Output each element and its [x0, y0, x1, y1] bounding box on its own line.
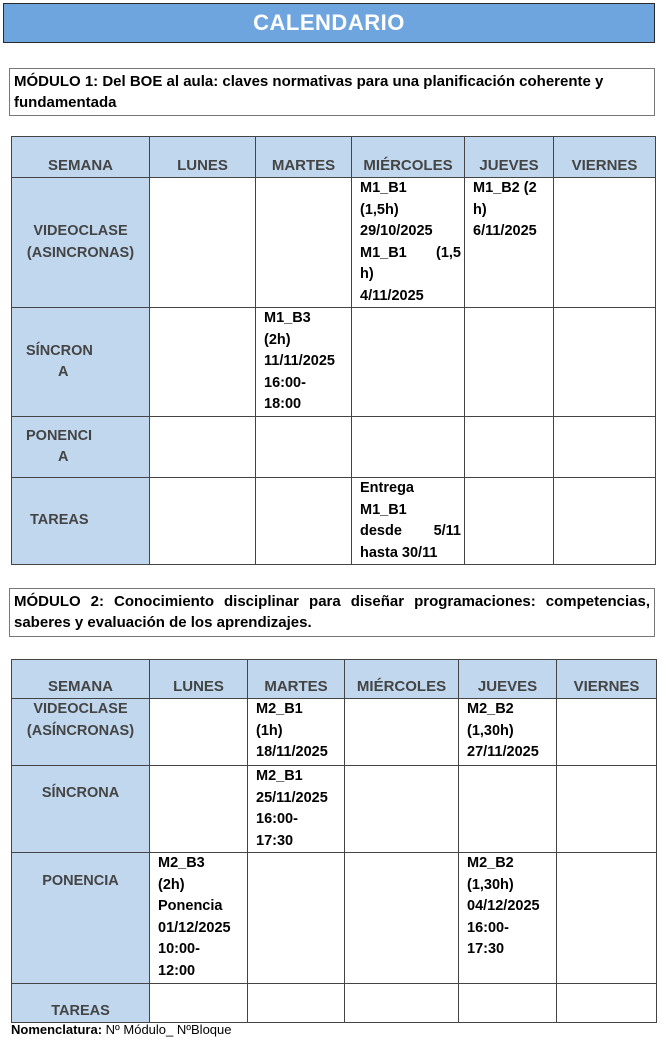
cell-viernes: [554, 478, 656, 565]
cell-miercoles: [345, 984, 459, 1023]
nomenclature-text: Nº Módulo_ NºBloque: [102, 1022, 232, 1037]
module-2-label: MÓDULO 2:: [14, 593, 104, 610]
nomenclature-label: Nomenclatura:: [11, 1022, 103, 1037]
module-2-title: Conocimiento disciplinar para diseñar programaciones: competencias, saberes y evaluación de los aprendizajes.: [14, 593, 650, 631]
module-1-calendar-table: [11, 136, 656, 565]
cell-jueves: M1_B2 (2 h) 6/11/2025: [465, 178, 554, 308]
cell-miercoles: [345, 766, 459, 853]
cell-lunes: [150, 699, 248, 766]
cell-jueves: [465, 478, 554, 565]
table-row-tareas: [12, 984, 657, 1023]
cell-martes: M1_B3 (2h) 11/11/2025 16:00- 18:00: [256, 308, 352, 417]
header-lunes: LUNES: [150, 137, 256, 178]
table-row-sincrona: [12, 308, 656, 417]
cell-lunes: M2_B3 (2h) Ponencia 01/12/2025 10:00- 12:00: [150, 853, 248, 984]
cell-miercoles: [352, 417, 465, 478]
cell-lunes: [150, 308, 256, 417]
module-1-title: Del BOE al aula: claves normativas para una planificación coherente y fundamentada: [14, 73, 604, 111]
cell-miercoles: [345, 699, 459, 766]
row-label-ponencia: PONENCIA: [12, 853, 150, 984]
table-row-ponencia: [12, 853, 657, 984]
module-1-label: MÓDULO 1:: [14, 73, 99, 90]
row-label-videoclase: VIDEOCLASE (ASINCRONAS): [12, 178, 150, 308]
cell-lunes: [150, 984, 248, 1023]
header-miercoles: MIÉRCOLES: [352, 137, 465, 178]
cell-martes: [256, 478, 352, 565]
cell-jueves: [459, 766, 557, 853]
cell-viernes: [557, 853, 657, 984]
row-label-tareas: TAREAS: [12, 478, 150, 565]
header-jueves: JUEVES: [459, 660, 557, 699]
cell-lunes: [150, 417, 256, 478]
cell-jueves: [465, 308, 554, 417]
cell-jueves: M2_B2 (1,30h) 27/11/2025: [459, 699, 557, 766]
header-viernes: VIERNES: [557, 660, 657, 699]
cell-jueves: [459, 984, 557, 1023]
cell-viernes: [554, 417, 656, 478]
table-row-ponencia: [12, 417, 656, 478]
row-label-tareas: TAREAS: [12, 984, 150, 1023]
header-jueves: JUEVES: [465, 137, 554, 178]
cell-martes: M2_B1 25/11/2025 16:00- 17:30: [248, 766, 345, 853]
cell-martes: [248, 853, 345, 984]
row-label-sincrona: SÍNCRONA: [12, 766, 150, 853]
header-semana: SEMANA: [12, 137, 150, 178]
header-martes: MARTES: [256, 137, 352, 178]
cell-viernes: [557, 766, 657, 853]
cell-viernes: [554, 178, 656, 308]
cell-miercoles: Entrega M1_B1 desde 5/11 hasta 30/11: [352, 478, 465, 565]
cell-viernes: [557, 699, 657, 766]
table-row-tareas: [12, 478, 656, 565]
cell-viernes: [557, 984, 657, 1023]
cell-martes: M2_B1 (1h) 18/11/2025: [248, 699, 345, 766]
row-label-videoclase: VIDEOCLASE (ASÍNCRONAS): [12, 699, 150, 766]
header-viernes: VIERNES: [554, 137, 656, 178]
page-title: CALENDARIO: [3, 3, 655, 43]
header-lunes: LUNES: [150, 660, 248, 699]
cell-lunes: [150, 178, 256, 308]
table-header-row: [12, 137, 656, 178]
table-row-videoclase: [12, 178, 656, 308]
row-label-ponencia: PONENCI A: [12, 417, 150, 478]
table-header-row: [12, 660, 657, 699]
header-martes: MARTES: [248, 660, 345, 699]
module-1-heading: [9, 68, 655, 116]
cell-jueves: M2_B2 (1,30h) 04/12/2025 16:00- 17:30: [459, 853, 557, 984]
cell-jueves: [465, 417, 554, 478]
table-row-videoclase: [12, 699, 657, 766]
cell-lunes: [150, 478, 256, 565]
cell-viernes: [554, 308, 656, 417]
header-miercoles: MIÉRCOLES: [345, 660, 459, 699]
nomenclature-note: [11, 1022, 232, 1038]
table-row-sincrona: [12, 766, 657, 853]
cell-lunes: [150, 766, 248, 853]
module-2-heading: [9, 588, 655, 637]
cell-martes: [256, 417, 352, 478]
cell-martes: [248, 984, 345, 1023]
row-label-sincrona: SÍNCRON A: [12, 308, 150, 417]
cell-martes: [256, 178, 352, 308]
module-2-calendar-table: [11, 659, 657, 1023]
cell-miercoles: [352, 308, 465, 417]
header-semana: SEMANA: [12, 660, 150, 699]
cell-miercoles: [345, 853, 459, 984]
cell-miercoles: M1_B1 (1,5h) 29/10/2025 M1_B1 (1,5 h) 4/11/2025: [352, 178, 465, 308]
